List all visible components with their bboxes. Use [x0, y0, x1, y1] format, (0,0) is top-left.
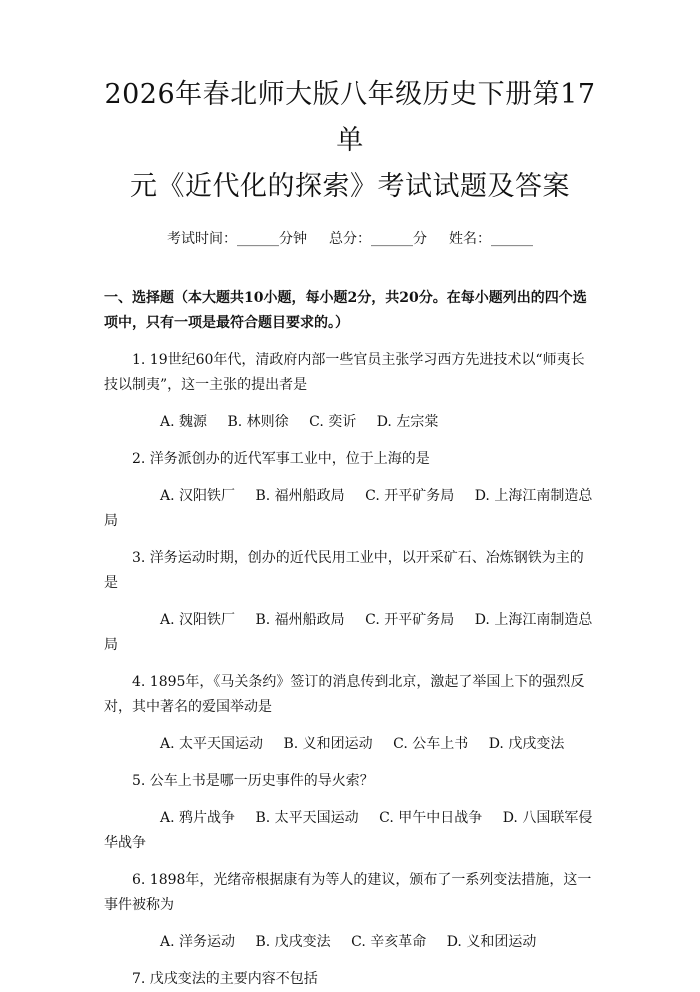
exam-title: [104, 72, 596, 210]
exam-time: 考试时间：______分钟: [167, 231, 307, 247]
option: C. 甲午中日战争: [379, 810, 483, 826]
question-3: 3. 洋务运动时期，创办的近代民用工业中，以开采矿石、冶炼钢铁为主的是: [104, 550, 584, 591]
option: B. 福州船政局: [255, 612, 345, 628]
student-name: 姓名：______: [449, 231, 533, 247]
question-4: 4. 1895年，《马关条约》签订的消息传到北京，激起了举国上下的强烈反对，其中著名的爱国举动是: [104, 674, 585, 715]
option: C. 开平矿务局: [365, 612, 455, 628]
option: B. 义和团运动: [283, 736, 373, 752]
option: A. 太平天国运动: [160, 736, 264, 752]
option: C. 辛亥革命: [351, 934, 427, 950]
option: D. 戊戌变法: [488, 736, 565, 752]
option: B. 戊戌变法: [255, 934, 331, 950]
title-line-2: 元《近代化的探索》考试试题及答案: [130, 171, 570, 202]
options-5: [104, 806, 596, 856]
option: D. 义和团运动: [446, 934, 537, 950]
option: A. 汉阳铁厂: [160, 488, 236, 504]
question-6: 6. 1898年，光绪帝根据康有为等人的建议，颁布了一系列变法措施，这一事件被称为: [104, 872, 592, 913]
options-6: [104, 930, 596, 955]
exam-score: 总分：______分: [329, 231, 427, 247]
question-5: 5. 公车上书是哪一历史事件的导火索？: [132, 773, 374, 789]
options-2: [104, 484, 596, 534]
option: B. 福州船政局: [255, 488, 345, 504]
option: B. 太平天国运动: [255, 810, 359, 826]
section-heading: 一、选择题（本大题共10小题，每小题2分，共20分。在每小题列出的四个选项中，只有一项是最符合题目要求的。）: [104, 290, 587, 331]
options-4: [104, 732, 596, 757]
option: D. 八国联军侵华战争: [104, 810, 593, 851]
options-1: [104, 410, 596, 435]
option: B. 林则徐: [227, 414, 289, 430]
question-2: 2. 洋务派创办的近代军事工业中，位于上海的是: [132, 451, 430, 467]
question-1: 1. 19世纪60年代，清政府内部一些官员主张学习西方先进技术以“师夷长技以制夷”，这一主张的提出者是: [104, 352, 585, 393]
option: D. 左宗棠: [376, 414, 439, 430]
exam-meta: [104, 228, 596, 248]
option: A. 鸦片战争: [160, 810, 236, 826]
question-7: 7. 戊戌变法的主要内容不包括: [132, 971, 318, 987]
option: D. 上海江南制造总局: [104, 488, 593, 529]
option: A. 洋务运动: [160, 934, 236, 950]
option: C. 公车上书: [393, 736, 469, 752]
option: C. 奕䜣: [309, 414, 357, 430]
option: A. 魏源: [160, 414, 208, 430]
option: A. 汉阳铁厂: [160, 612, 236, 628]
option: D. 上海江南制造总局: [104, 612, 593, 653]
title-line-1: 2026年春北师大版八年级历史下册第17单: [104, 79, 596, 156]
options-3: [104, 608, 596, 658]
option: C. 开平矿务局: [365, 488, 455, 504]
